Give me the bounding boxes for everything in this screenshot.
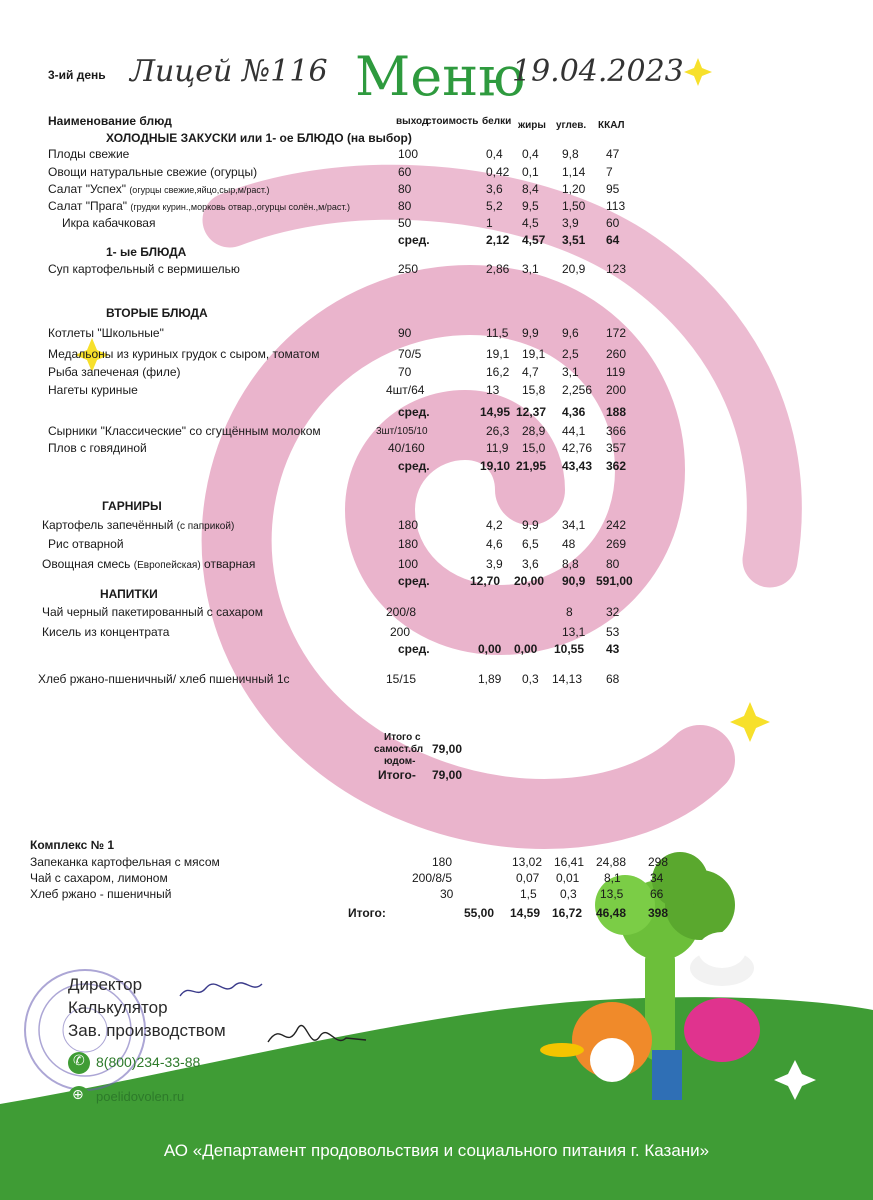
globe-icon: ⊕: [68, 1086, 90, 1108]
section-garnish: ГАРНИРЫ: [102, 499, 162, 513]
total-value: 79,00: [432, 742, 463, 756]
date-handwritten: 19.04.2023: [512, 54, 684, 89]
day-label: 3-ий день: [48, 68, 106, 82]
total-value: 79,00: [432, 768, 463, 782]
table-row: Нагеты куриные 4шт/64 13 15,8 2,256 200: [48, 383, 627, 397]
column-cost: стоимость: [426, 116, 479, 127]
column-kcal: ККАЛ: [598, 120, 625, 131]
table-row: Салат "Успех" (огурцы свежие,яйцо,сыр,м/раст.) 80 3,6 8,4 1,20 95: [48, 182, 620, 196]
complex-total-row: Итого: 55,00 14,59 16,72 46,48 398: [348, 906, 669, 920]
column-protein: белки: [482, 116, 512, 127]
total-label: Итого с: [384, 732, 421, 743]
section-second: ВТОРЫЕ БЛЮДА: [106, 306, 208, 320]
table-row: Сырники "Классические" со сгущённым молоком 3шт/105/10 26,3 28,9 44,1 366: [48, 424, 627, 438]
calculator-label: Калькулятор: [68, 998, 168, 1017]
table-row: Картофель запечённый (с паприкой) 180 4,2 9,9 34,1 242: [42, 518, 627, 532]
manager-label: Зав. производством: [68, 1021, 226, 1040]
signature-director: [176, 978, 266, 1004]
table-row: Овощная смесь (Европейская) отварная 100 3,9 3,6 8,8 80: [42, 557, 620, 571]
average-row: сред. 0,00 0,00 10,55 43: [398, 642, 620, 656]
complex-row: Запеканка картофельная с мясом 180 13,02 16,41 24,88 298: [30, 855, 669, 869]
table-row: Плов с говядиной 40/160 11,9 15,0 42,76 357: [48, 441, 627, 455]
website-link[interactable]: poelidovolen.ru: [96, 1089, 185, 1104]
column-name: Наименование блюд: [48, 114, 172, 128]
column-output: выход: [396, 116, 429, 127]
star-icon: [684, 58, 712, 86]
signature-manager: [262, 1012, 372, 1062]
star-icon: [730, 702, 770, 742]
table-row: Салат "Прага" (грудки курин.,морковь отвар.,огурцы солён.,м/раст.) 80 5,2 9,5 1,50 113: [48, 199, 626, 213]
section-cold: ХОЛОДНЫЕ ЗАКУСКИ или 1- ое БЛЮДО (на выбор): [106, 131, 412, 145]
table-row: Плоды свежие 100 0,4 0,4 9,8 47: [48, 147, 620, 161]
table-row-bread: Хлеб ржано-пшеничный/ хлеб пшеничный 1с 15/15 1,89 0,3 14,13 68: [38, 672, 620, 686]
phone-icon: ✆: [68, 1052, 90, 1074]
page-title: Меню: [355, 45, 526, 108]
complex-row: Чай с сахаром, лимоном 200/8/5 0,07 0,01 8,1 34: [30, 871, 664, 885]
table-row: Котлеты "Школьные" 90 11,5 9,9 9,6 172: [48, 326, 627, 340]
section-first: 1- ые БЛЮДА: [106, 245, 187, 259]
complex-row: Хлеб ржано - пшеничный 30 1,5 0,3 13,5 66: [30, 887, 664, 901]
table-row: Рис отварной 180 4,6 6,5 48 269: [48, 537, 627, 551]
total-label: самост.бл: [374, 744, 424, 755]
total-label: юдом-: [384, 756, 416, 767]
average-row: сред. 12,70 20,00 90,9 591,00: [398, 574, 633, 588]
total-label: Итого-: [378, 768, 416, 782]
complex-title: Комплекс № 1: [30, 838, 114, 852]
table-row: Овощи натуральные свежие (огурцы) 60 0,42 0,1 1,14 7: [48, 165, 613, 179]
column-carbs: углев.: [556, 120, 587, 131]
table-row: Чай черный пакетированный с сахаром 200/8 8 32: [42, 605, 620, 619]
footer-organization: АО «Департамент продовольствия и социального питания г. Казани»: [163, 1141, 710, 1160]
table-row: Медальоны из куриных грудок с сыром, томатом 70/5 19,1 19,1 2,5 260: [48, 347, 627, 361]
average-row: сред. 14,95 12,37 4,36 188: [398, 405, 627, 419]
school-handwritten: Лицей №116: [130, 54, 328, 89]
table-row: Рыба запеченая (филе) 70 16,2 4,7 3,1 119: [48, 365, 626, 379]
phone-number: 8(800)234-33-88: [96, 1054, 201, 1070]
director-label: Директор: [68, 975, 143, 994]
table-row: Суп картофельный с вермишелью 250 2,86 3,1 20,9 123: [48, 262, 627, 276]
average-row: сред. 2,12 4,57 3,51 64: [398, 233, 620, 247]
table-row: Икра кабачковая 50 1 4,5 3,9 60: [62, 216, 620, 230]
section-drinks: НАПИТКИ: [100, 587, 158, 601]
table-row: Кисель из концентрата 200 13,1 53: [42, 625, 620, 639]
average-row: сред. 19,10 21,95 43,43 362: [398, 459, 627, 473]
column-fat: жиры: [518, 120, 546, 131]
